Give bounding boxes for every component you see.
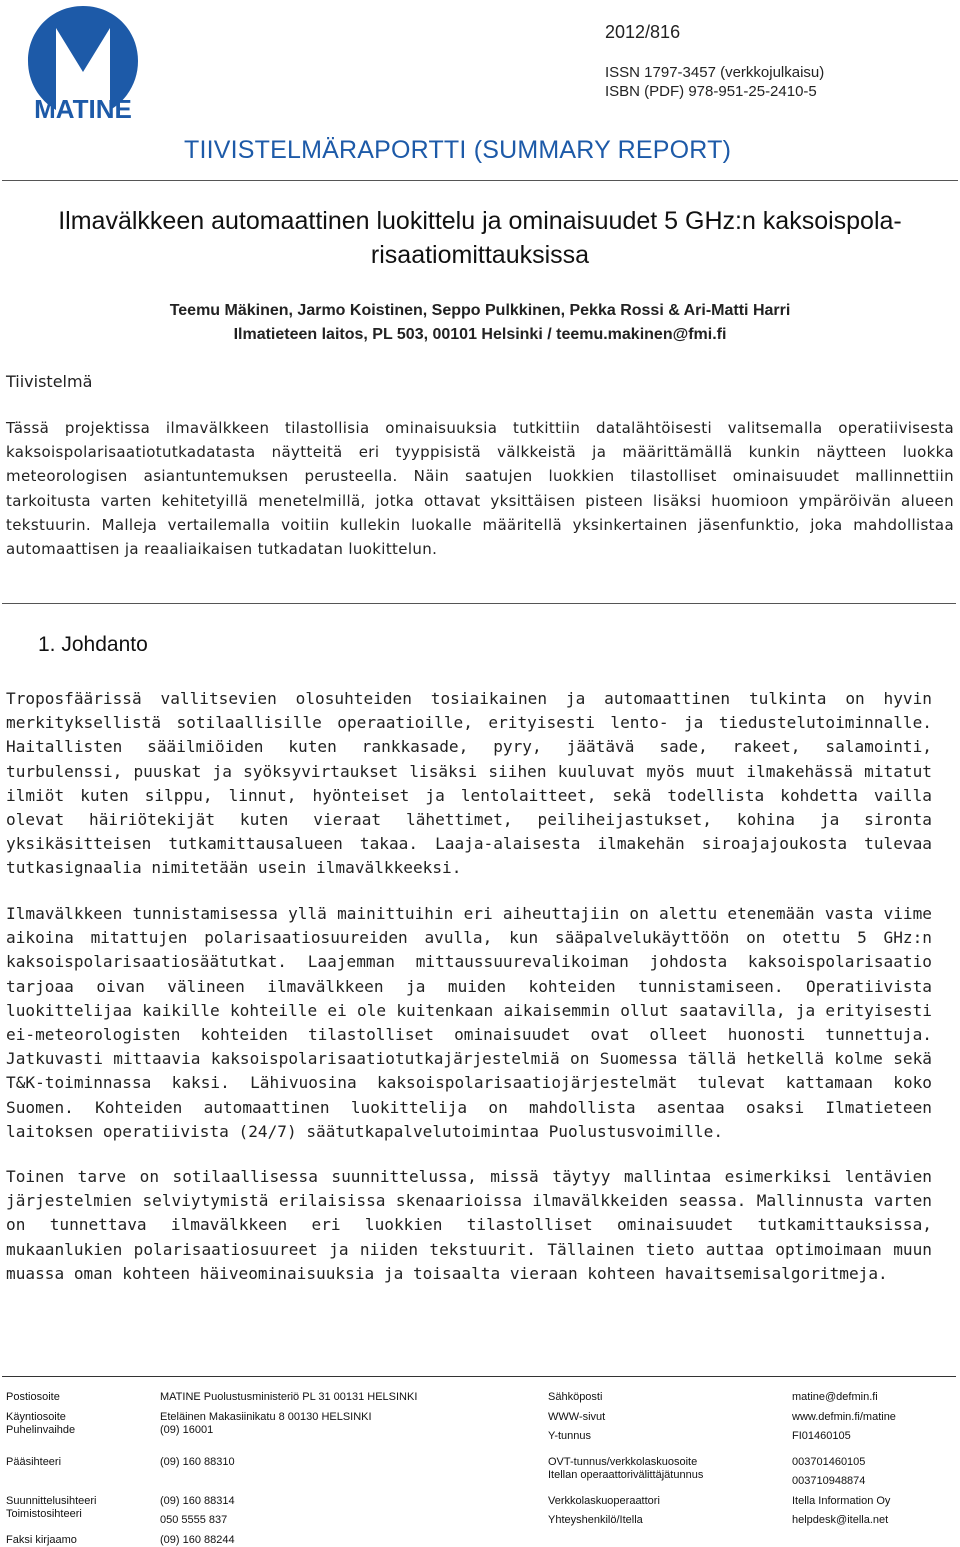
footer-label: Suunnittelusihteeri xyxy=(6,1495,97,1507)
footer-label: Faksi kirjaamo xyxy=(6,1534,77,1546)
footer-label: Sähköposti xyxy=(548,1391,603,1403)
footer-label: Y-tunnus xyxy=(548,1430,592,1442)
footer-value: 003710948874 xyxy=(792,1475,866,1487)
isbn: ISBN (PDF) 978-951-25-2410-5 xyxy=(605,83,817,100)
footer-value: Itella Information Oy xyxy=(792,1495,891,1507)
issn: ISSN 1797-3457 (verkkojulkaisu) xyxy=(605,64,825,81)
footer-label: OVT-tunnus/verkkolaskuosoite xyxy=(548,1456,698,1468)
paragraph-2: Ilmavälkkeen tunnistamisessa yllä mainittuihin eri aiheuttajiin on alettu etenemään vasta viime aikoina mitattujen polarisaatiosuureiden avulla, kun sääpalvelukäyttöön on otettu 5 GHz:n kaksoispolarisaatiosäätutkat. Laajemman mittaussuurevalikoiman johdosta kaksoispolarisaatio tarjoaa oivan välineen ilmavälkkeen ja muiden kohteiden tunnistamiseen. Operatiivista luokittelijaa kaikille kohteille ei ole kuitenkaan aikaisemmin ollut saatavilla, ja erityisesti ei-meteorologisten kohteiden tilastolliset ominaisuudet ovat olleet huonosti tunnettuja. Jatkuvasti mittaavia kaksoispolarisaatiotutkajärjestelmiä on Suomessa tällä hetkellä kolme sekä T&K-toiminnassa kaksi. Lähivuosina kaksoispolarisaatiojärjestelmät tulevat kattamaan koko Suomen. Kohteiden automaattinen luokittelija on mahdollista asentaa osaksi Ilmatieteen laitoksen operatiivista (24/7) säätutkapalvelutoimintaa Puolustusvoimille. xyxy=(6,904,932,1141)
footer-value: 003701460105 xyxy=(792,1456,866,1468)
footer-label: WWW-sivut xyxy=(548,1411,606,1423)
footer-value: MATINE Puolustusministeriö PL 31 00131 HELSINKI xyxy=(160,1391,418,1403)
footer-value: (09) 160 88314 xyxy=(160,1495,235,1507)
footer-label: Postiosoite xyxy=(6,1391,60,1403)
abstract-label: Tiivistelmä xyxy=(6,372,93,391)
footer-web-link[interactable]: www.defmin.fi/matine xyxy=(792,1411,896,1423)
footer-label: Toimistosihteeri xyxy=(6,1508,82,1520)
report-number: 2012/816 xyxy=(605,22,681,42)
footer-value: (09) 160 88244 xyxy=(160,1534,235,1546)
divider xyxy=(2,180,958,181)
footer-divider xyxy=(2,1376,956,1377)
report-type-title: TIIVISTELMÄRAPORTTI (SUMMARY REPORT) xyxy=(184,136,732,164)
footer-value: FI01460105 xyxy=(792,1430,851,1442)
footer-label: Puhelinvaihde xyxy=(6,1424,76,1436)
matine-logo xyxy=(22,4,144,122)
footer-label: Verkkolaskuoperaattori xyxy=(548,1495,660,1507)
footer-value: Eteläinen Makasiinikatu 8 00130 HELSINKI xyxy=(160,1411,372,1423)
divider xyxy=(2,603,956,604)
paragraph-3: Toinen tarve on sotilaallisessa suunnittelussa, missä täytyy mallintaa esimerkiksi lentävien järjestelmien selviytymistä erilaisissa skenaarioissa ilmavälkkeiden seassa. Mallinnusta varten on tunnettava ilmavälkkeen eri luokkien tilastolliset ominaisuudet tutkamittauksissa, mukaanlukien polarisaatiosuureet ja niiden tekstuurit. Tällainen tieto auttaa optimoimaan muun muassa oman kohteen häiveominaisuuksia ja toisaalta vieraan kohteen havaitsemisalgoritmeja. xyxy=(6,1167,932,1283)
footer-label: Itellan operaattorivälittäjätunnus xyxy=(548,1469,704,1481)
footer-label: Käyntiosoite xyxy=(6,1411,66,1423)
footer-email-link[interactable]: matine@defmin.fi xyxy=(792,1391,878,1403)
footer-value: 050 5555 837 xyxy=(160,1514,228,1526)
footer-label: Pääsihteeri xyxy=(6,1456,62,1468)
main-title-line1: Ilmavälkkeen automaattinen luokittelu ja ominaisuudet 5 GHz:n kaksoispola- xyxy=(58,207,902,235)
paragraph-1: Troposfäärissä vallitsevien olosuhteiden tosiaikainen ja automaattinen tulkinta on hyvin merkityksellistä sotilaallisille operaatioille, erityisesti lento- ja tiedustelutoiminnalle. Haitallisten sääilmiöiden kuten rankkasade, pyry, jäätävä sade, rakeet, salamointi, turbulenssi, puuskat ja syöksyvirtaukset lisäksi siihen kuuluvat myös muut ilmakehässä mitatut ilmiöt kuten silppu, linnut, hyönteiset ja lentolaitteet, sekä todellista kohdetta vailla olevat häiriötekijät kuten vieraat lähettimet, peiliheijastukset, kohina ja sironta yksikäsitteisen tutkamittausalueen takaa. Laaja-alaisesta ilmakehän siroajajoukosta tulevaa tutkasignaalia nimitetään usein ilmavälkkeeksi. xyxy=(6,689,932,878)
main-title-line2: risaatiomittauksissa xyxy=(370,241,590,269)
footer-value: (09) 160 88310 xyxy=(160,1456,235,1468)
footer-email-link[interactable]: helpdesk@itella.net xyxy=(792,1514,889,1526)
logo-text: MATINE xyxy=(34,94,132,122)
footer-value: (09) 16001 xyxy=(160,1424,214,1436)
authors: Teemu Mäkinen, Jarmo Koistinen, Seppo Pulkkinen, Pekka Rossi & Ari-Matti Harri xyxy=(169,302,791,319)
footer-label: Yhteyshenkilö/Itella xyxy=(548,1514,643,1526)
affiliation: Ilmatieteen laitos, PL 503, 00101 Helsinki / teemu.makinen@fmi.fi xyxy=(233,326,727,343)
section-heading: 1. Johdanto xyxy=(38,633,148,656)
footer xyxy=(0,1380,960,1546)
abstract-text: Tässä projektissa ilmavälkkeen tilastollisia ominaisuuksia tutkittiin datalähtöisesti valitsemalla operatiivisesta kaksoispolarisaatiotutkadatasta näytteitä eri tyyppisistä välkkeistä ja määrittämällä kunkin näytteen luokka meteorologisen asiantuntemuksen perusteella. Näin saatujen luokkien tilastolliset ominaisuudet mallinnettiin tarkoitusta varten kehitetyillä menetelmillä, jotka ottavat yksittäisen pisteen lisäksi huomioon ympäröivän alueen tekstuurin. Malleja vertailemalla voitiin kullekin luokalle määritellä yksinkertainen jäsenfunktio, joka mahdollistaa automaattisen ja reaaliaikaisen tutkadatan luokittelun. xyxy=(6,419,954,559)
